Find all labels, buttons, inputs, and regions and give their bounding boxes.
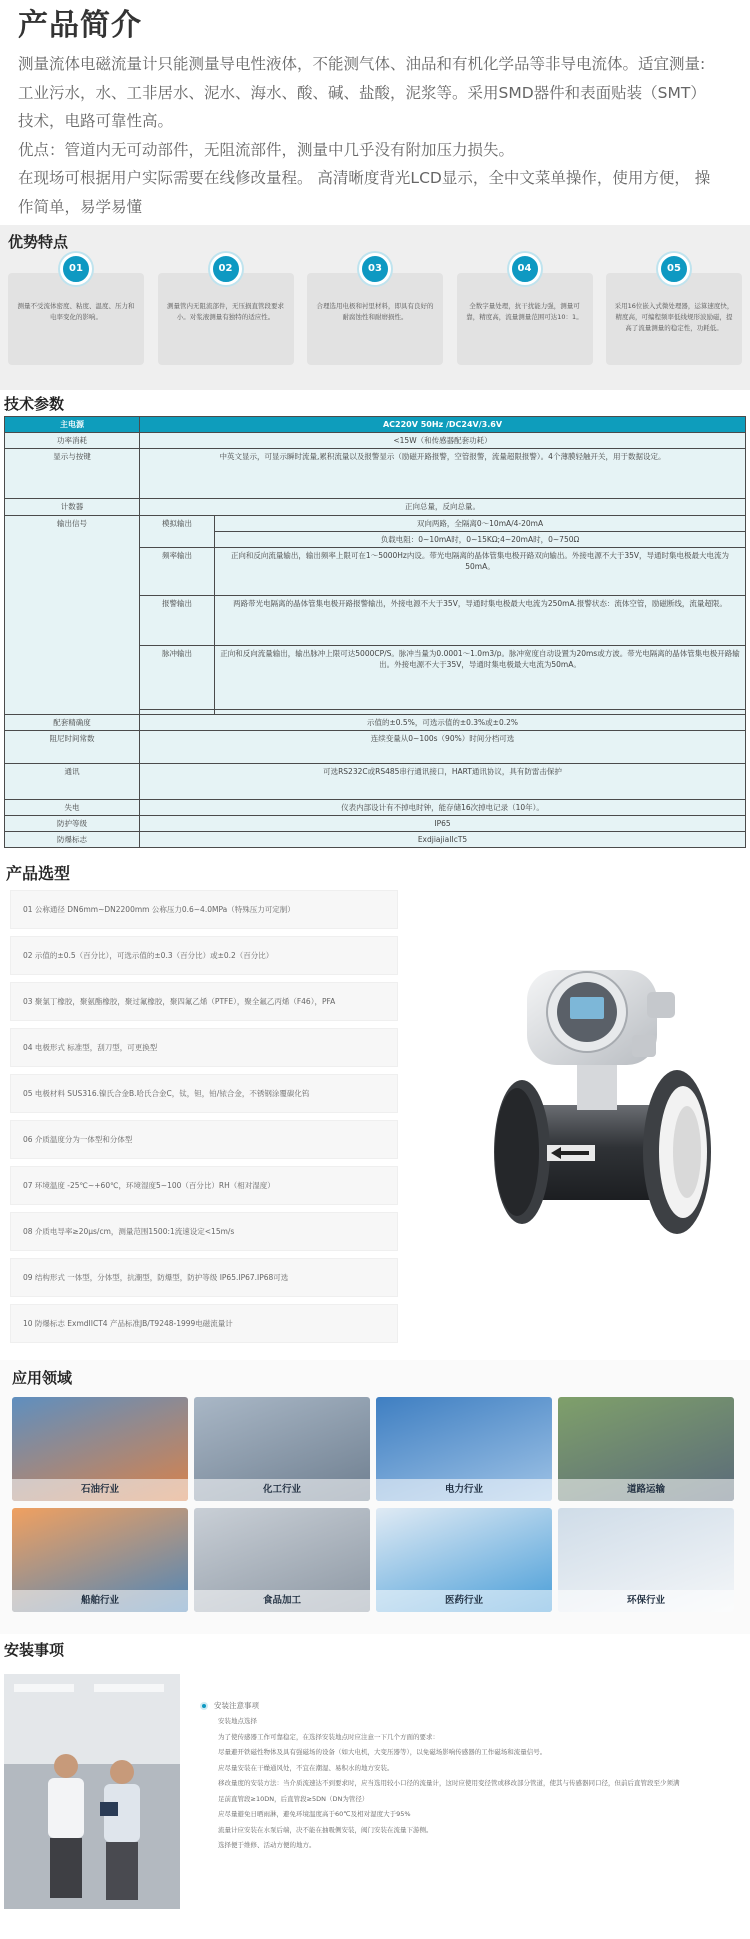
param-label: 防护等级 <box>5 816 140 832</box>
advantage-text: 测量管内无阻流部件，无压损直管段要求小。对浆液测量有独特的适应性。 <box>167 302 284 321</box>
table-row <box>5 800 746 816</box>
selection-item: 01 公称通径 DN6mm~DN2200mm 公称压力0.6~4.0MPa（特殊压力可定制） <box>10 890 398 929</box>
install-note-line: 流量计应安装在水泵后端，决不能在抽吸侧安装，阀门安装在流量下游侧。 <box>218 1825 433 1834</box>
param-label: 显示与按键 <box>5 449 140 499</box>
param-sublabel: 频率输出 <box>140 548 215 596</box>
param-label: 输出信号 <box>5 516 140 715</box>
table-row <box>5 832 746 848</box>
intro-section <box>0 0 750 225</box>
advantage-text: 全数字量处理，抗干扰能力强，测量可靠，精度高，流量测量范围可达10：1。 <box>466 302 583 321</box>
application-tile <box>12 1508 188 1612</box>
param-value: 示值的±0.5%，可选示值的±0.3%或±0.2% <box>140 715 746 731</box>
install-note-line: 选择便于维修、活动方便的地方。 <box>218 1841 316 1849</box>
selection-item: 07 环境温度 -25℃~+60℃，环境湿度5~100（百分比）RH（相对湿度） <box>10 1166 398 1205</box>
selection-item: 05 电极材料 SUS316.镍氏合金B.哈氏合金C，钛，钽，铂/铱合金，不锈钢涂覆碳化钨 <box>10 1074 398 1113</box>
advantage-text: 测量不受流体密度、粘度、温度、压力和电率变化的影响。 <box>17 302 135 321</box>
table-row <box>5 499 746 516</box>
param-value: 正向总量，反向总量。 <box>140 499 746 516</box>
flowmeter-product-image <box>487 940 717 1240</box>
intro-line: 优点：管道内无可动部件，无阻流部件，测量中几乎没有附加压力损失。 <box>18 140 515 159</box>
install-note-line: 移改量度的安装方法：当介质流速达不到要求时，应当选用较小口径的流量计，这时应使用变径管或移改部分管道，使其与传感器同口径，但前后直管段至少须满 <box>218 1779 680 1787</box>
install-note-line: 应尽量安装在干燥通风处，不宜在潮湿、易积水的地方安装。 <box>218 1763 394 1772</box>
param-value: 负载电阻：0~10mA时，0~15KΩ;4~20mA时，0~750Ω <box>215 532 746 548</box>
tech-params-table <box>4 416 746 848</box>
application-tile <box>12 1397 188 1501</box>
intro-line: 测量流体电磁流量计只能测量导电性液体，不能测气体、油品和有机化学品等非导电流体。适宜测量: <box>18 55 706 73</box>
table-row <box>5 417 746 433</box>
install-note-line: 应尽量避免日晒雨淋，避免环境温度高于60℃及相对湿度大于95% <box>218 1810 411 1818</box>
param-value: IP65 <box>140 816 746 832</box>
advantage-card <box>457 263 593 365</box>
param-value: 两路带光电隔离的晶体管集电极开路报警输出，外接电源不大于35V，导通时集电极最大电流为250mA.报警状态：流体空管，励磁断线，流量超限。 <box>215 596 746 646</box>
application-tile <box>376 1508 552 1612</box>
param-sublabel: 模拟输出 <box>140 516 215 548</box>
application-label: 道路运输 <box>558 1479 734 1501</box>
param-value: 正向和反向流量输出，输出频率上限可在1～5000Hz内设。带光电隔离的晶体管集电极开路双向输出。外接电源不大于35V，导通时集电极最大电流为50mA。 <box>215 548 746 596</box>
param-value: 正向和反向流量输出，输出脉冲上限可达5000CP/S。脉冲当量为0.0001～1.0m3/p。脉冲宽度自动设置为20ms或方波。带光电隔离的晶体管集电极开路输出。外接电源不大于35V，导通时集电极最大电流为50mA。 <box>215 646 746 710</box>
intro-line: 工业污水，水、工非居水、泥水、海水、酸、碱、盐酸，泥浆等。采用SMD器件和表面贴装（SMT） <box>18 83 706 102</box>
install-notes <box>200 1700 746 1854</box>
engineers-photo <box>4 1674 180 1909</box>
selection-section <box>0 860 750 1360</box>
bullet-icon <box>200 1702 208 1710</box>
advantage-number-badge: 01 <box>60 253 92 285</box>
param-label: 防爆标志 <box>5 832 140 848</box>
application-tile <box>376 1397 552 1501</box>
application-tile <box>194 1397 370 1501</box>
selection-item: 02 示值的±0.5（百分比），可选示值的±0.3（百分比）或±0.2（百分比） <box>10 936 398 975</box>
param-value: <15W（和传感器配套功耗） <box>140 433 746 449</box>
param-value: 连续变量从0~100s（90%）时间分档可选 <box>140 731 746 764</box>
advantage-card <box>8 263 144 365</box>
application-tile <box>194 1508 370 1612</box>
application-label: 电力行业 <box>376 1479 552 1501</box>
selection-item: 04 电极形式 标准型，刮刀型，可更换型 <box>10 1028 398 1067</box>
intro-text <box>18 50 732 221</box>
advantage-number-badge: 03 <box>359 253 391 285</box>
param-value: AC220V 50Hz /DC24V/3.6V <box>140 417 746 433</box>
param-sublabel: 脉冲输出 <box>140 646 215 710</box>
applications-section <box>0 1360 750 1634</box>
param-label: 通讯 <box>5 764 140 800</box>
selection-item: 09 结构形式 一体型，分体型，抗潮型，防爆型，防护等级 IP65.IP67.IP68可选 <box>10 1258 398 1297</box>
application-tile <box>558 1397 734 1501</box>
param-label: 阻尼时间常数 <box>5 731 140 764</box>
advantage-card <box>606 263 742 365</box>
intro-line: 技术，电路可靠性高。 <box>18 112 174 130</box>
install-title: 安装事项 <box>4 1641 65 1659</box>
advantage-number-badge: 05 <box>658 253 690 285</box>
advantages-section <box>0 225 750 390</box>
applications-grid <box>12 1397 736 1612</box>
param-sublabel: 报警输出 <box>140 596 215 646</box>
table-row <box>5 433 746 449</box>
param-label: 计数器 <box>5 499 140 516</box>
advantage-cards <box>8 263 742 365</box>
param-label: 主电源 <box>5 417 140 433</box>
application-label: 石油行业 <box>12 1479 188 1501</box>
install-note-line: 尽量避开铁磁性物体及具有强磁场的设备（如大电机，大变压器等），以免磁场影响传感器的工作磁场和流量信号。 <box>218 1748 547 1756</box>
install-note-line: 足前直管段≥10DN，后直管段≥5DN（DN为管径） <box>218 1794 369 1803</box>
selection-item: 10 防爆标志 ExmdIICT4 产品标准JB/T9248-1999电磁流量计 <box>10 1304 398 1343</box>
tech-params-title: 技术参数 <box>4 395 65 413</box>
application-label: 化工行业 <box>194 1479 370 1501</box>
table-row <box>5 764 746 800</box>
intro-line: 作简单，易学易懂 <box>18 197 143 216</box>
param-value: 仪表内部设计有不掉电时钟，能存储16次掉电记录（10年）。 <box>140 800 746 816</box>
table-row <box>5 516 746 532</box>
selection-item: 06 介质温度分为一体型和分体型 <box>10 1120 398 1159</box>
application-label: 医药行业 <box>376 1590 552 1612</box>
param-value: ExdjiajiaIIcT5 <box>140 832 746 848</box>
intro-title: 产品简介 <box>18 8 142 43</box>
param-label: 配套精确度 <box>5 715 140 731</box>
install-note-line: 安装地点选择 <box>218 1717 257 1725</box>
selection-item: 03 聚氯丁橡胶，聚氨酯橡胶，聚过氟橡胶，聚四氟乙烯（PTFE），聚全氟乙丙烯（F46），PFA <box>10 982 398 1021</box>
selection-item: 08 介质电导率≥20μs/cm，测量范围1500:1流速设定<15m/s <box>10 1212 398 1251</box>
selection-title: 产品选型 <box>6 864 71 883</box>
param-label: 功率消耗 <box>5 433 140 449</box>
applications-title: 应用领域 <box>12 1369 73 1387</box>
table-row <box>5 449 746 499</box>
install-notes-header <box>200 1700 746 1711</box>
param-value: 中英文显示，可显示瞬时流量,累积流量以及报警显示（励磁开路报警，空管报警，流量超限报警）。4个薄膜轻触开关，用于数据设定。 <box>140 449 746 499</box>
application-label: 船舶行业 <box>12 1590 188 1612</box>
selection-list <box>10 890 398 1350</box>
param-label: 失电 <box>5 800 140 816</box>
install-note-line: 为了使传感器工作可靠稳定，在选择安装地点时应注意一下几个方面的要求： <box>218 1732 439 1741</box>
install-notes-heading: 安装注意事项 <box>214 1701 259 1710</box>
table-row <box>5 731 746 764</box>
advantage-text: 采用16位嵌入式微处理器，运算速度快，精度高，可编程频率低线规形波励磁，提高了流量测量的稳定性，功耗低。 <box>614 302 734 332</box>
table-row <box>5 816 746 832</box>
param-value: 可选RS232C或RS485串行通讯接口，HART通讯协议，具有防雷击保护 <box>140 764 746 800</box>
table-row <box>5 715 746 731</box>
intro-line: 在现场可根据用户实际需要在线修改量程。 高清晰度背光LCD显示，全中文菜单操作，使用方便， 操 <box>18 169 711 187</box>
advantage-card <box>158 263 294 365</box>
install-section <box>0 1634 750 1909</box>
advantage-card <box>307 263 443 365</box>
application-label: 食品加工 <box>194 1590 370 1612</box>
param-value: 双向两路，全隔离0～10mA/4-20mA <box>215 516 746 532</box>
tech-params-section <box>0 390 750 860</box>
advantage-number-badge: 02 <box>210 253 242 285</box>
advantage-number-badge: 04 <box>509 253 541 285</box>
advantage-text: 合理选用电极和衬里材料，即具有良好的耐腐蚀性和耐磨损性。 <box>316 302 434 321</box>
application-label: 环保行业 <box>558 1590 734 1612</box>
install-notes-lines <box>200 1714 746 1854</box>
application-tile <box>558 1508 734 1612</box>
advantages-title: 优势特点 <box>8 233 69 251</box>
